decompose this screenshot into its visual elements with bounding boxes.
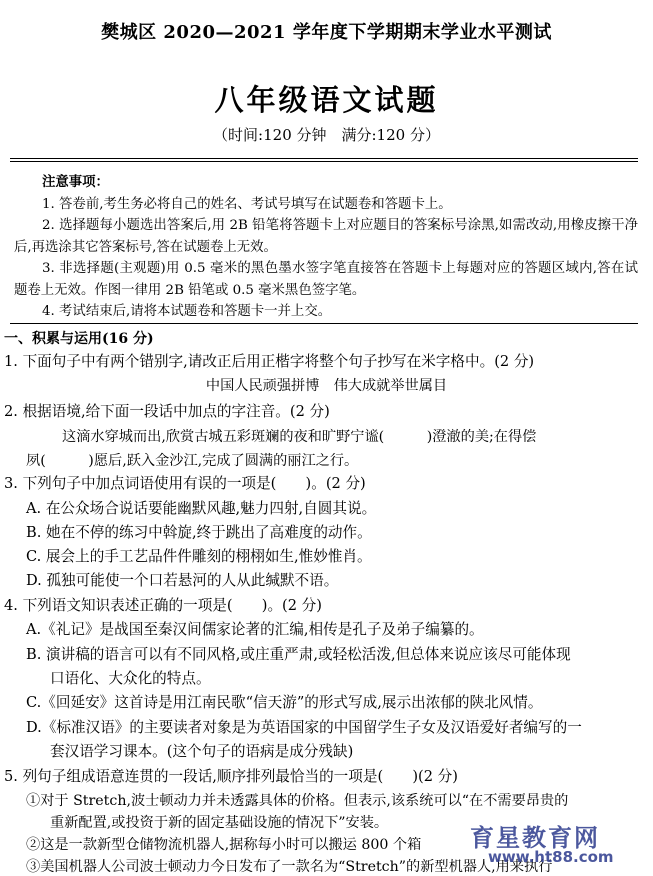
paper-title: 八年级语文试题 bbox=[214, 83, 439, 117]
question-1-sentence: 中国人民顽强拼博 伟大成就举世属目 bbox=[205, 378, 448, 394]
question-2-stem: 2. 根据语境,给下面一段话中加点的字注音。(2 分) bbox=[4, 403, 330, 420]
question-5-item-continued: 重新配置,或投资于新的固定基础设施的情况下”安装。 bbox=[50, 815, 389, 831]
notice-item: 1. 答卷前,考生务必将自己的姓名、考试号填写在试题卷和答题卡上。 bbox=[42, 196, 452, 212]
option-b: B. 演讲稿的语言可以有不同风格,或庄重严肃,或轻松活泼,但总体来说应该尽可能体现 bbox=[26, 646, 571, 663]
option-a: A.《礼记》是战国至秦汉间儒家论著的汇编,相传是孔子及弟子编纂的。 bbox=[26, 621, 484, 638]
question-2-line: 这滴水穿城而出,欣赏古城五彩斑斓的夜和旷野宁谧( )澄澈的美;在得偿 bbox=[62, 429, 537, 445]
option-d: D.《标准汉语》的主要读者对象是为英语国家的中国留学生子女及汉语爱好者编写的一 bbox=[26, 719, 582, 736]
question-4-stem: 4. 下列语文知识表述正确的一项是( )。(2 分) bbox=[4, 597, 322, 614]
notice-box bbox=[14, 172, 638, 323]
option-c: C.《回延安》这首诗是用江南民歌“信天游”的形式写成,展示出浓郁的陕北风情。 bbox=[26, 694, 543, 711]
divider bbox=[10, 158, 638, 159]
question-2-line: 夙( )愿后,跃入金沙江,完成了圆满的丽江之行。 bbox=[26, 453, 359, 469]
exam-header: 樊城区 2020—2021 学年度下学期期末学业水平测试 bbox=[101, 22, 552, 43]
option-d-continued: 套汉语学习课本。(这个句子的语病是成分残缺) bbox=[50, 743, 354, 760]
divider bbox=[10, 161, 638, 162]
watermark-url: www.ht88.com bbox=[488, 848, 614, 866]
option-b: B. 她在不停的练习中斡旋,终于跳出了高难度的动作。 bbox=[26, 524, 372, 541]
notice-item: 4. 考试结束后,请将本试题卷和答题卡一并上交。 bbox=[42, 304, 332, 319]
notice-title: 注意事项： bbox=[42, 174, 109, 190]
question-5-item: ①对于 Stretch,波士顿动力并未透露具体的价格。但表示,该系统可以“在不需要昂贵的 bbox=[26, 793, 569, 809]
option-a: A. 在公众场合说话要能幽默风趣,魅力四射,自圆其说。 bbox=[26, 500, 377, 517]
question-1-stem: 1. 下面句子中有两个错别字,请改正后用正楷字将整个句子抄写在米字格中。(2 分) bbox=[4, 353, 535, 370]
divider bbox=[10, 323, 638, 324]
time-info: （时间:120 分钟 满分:120 分） bbox=[213, 126, 440, 144]
option-c: C. 展会上的手工艺品件件雕刻的栩栩如生,惟妙惟肖。 bbox=[26, 548, 372, 565]
section-title: 一、积累与运用(16 分) bbox=[4, 331, 154, 347]
notice-item: 2. 选择题每小题选出答案后,用 2B 铅笔将答题卡上对应题目的答案标号涂黑,如需改动,用橡皮擦干净后,再选涂其它答案标号,答在试题卷上无效。 bbox=[14, 218, 638, 255]
question-3-stem: 3. 下列句子中加点词语使用有误的一项是( )。(2 分) bbox=[4, 475, 366, 492]
option-d: D. 孤独可能使一个口若悬河的人从此缄默不语。 bbox=[26, 572, 339, 589]
question-5-stem: 5. 列句子组成语意连贯的一段话,顺序排列最恰当的一项是( )(2 分) bbox=[4, 768, 458, 785]
notice-item: 3. 非选择题(主观题)用 0.5 毫米的黑色墨水签字笔直接答在答题卡上每题对应的答题区域内,答在试题卷上无效。作图一律用 2B 铅笔或 0.5 毫米黑色签字笔。 bbox=[14, 261, 638, 298]
watermark-logo: 育星教育网 bbox=[470, 823, 600, 852]
option-b-continued: 口语化、大众化的特点。 bbox=[50, 670, 211, 687]
question-5-item: ②这是一款新型仓储物流机器人,据称每小时可以搬运 800 个箱 bbox=[26, 837, 422, 853]
question-5-item: ③美国机器人公司波士顿动力今日发布了一款名为“Stretch”的新型机器人,用来执行 bbox=[26, 859, 553, 875]
